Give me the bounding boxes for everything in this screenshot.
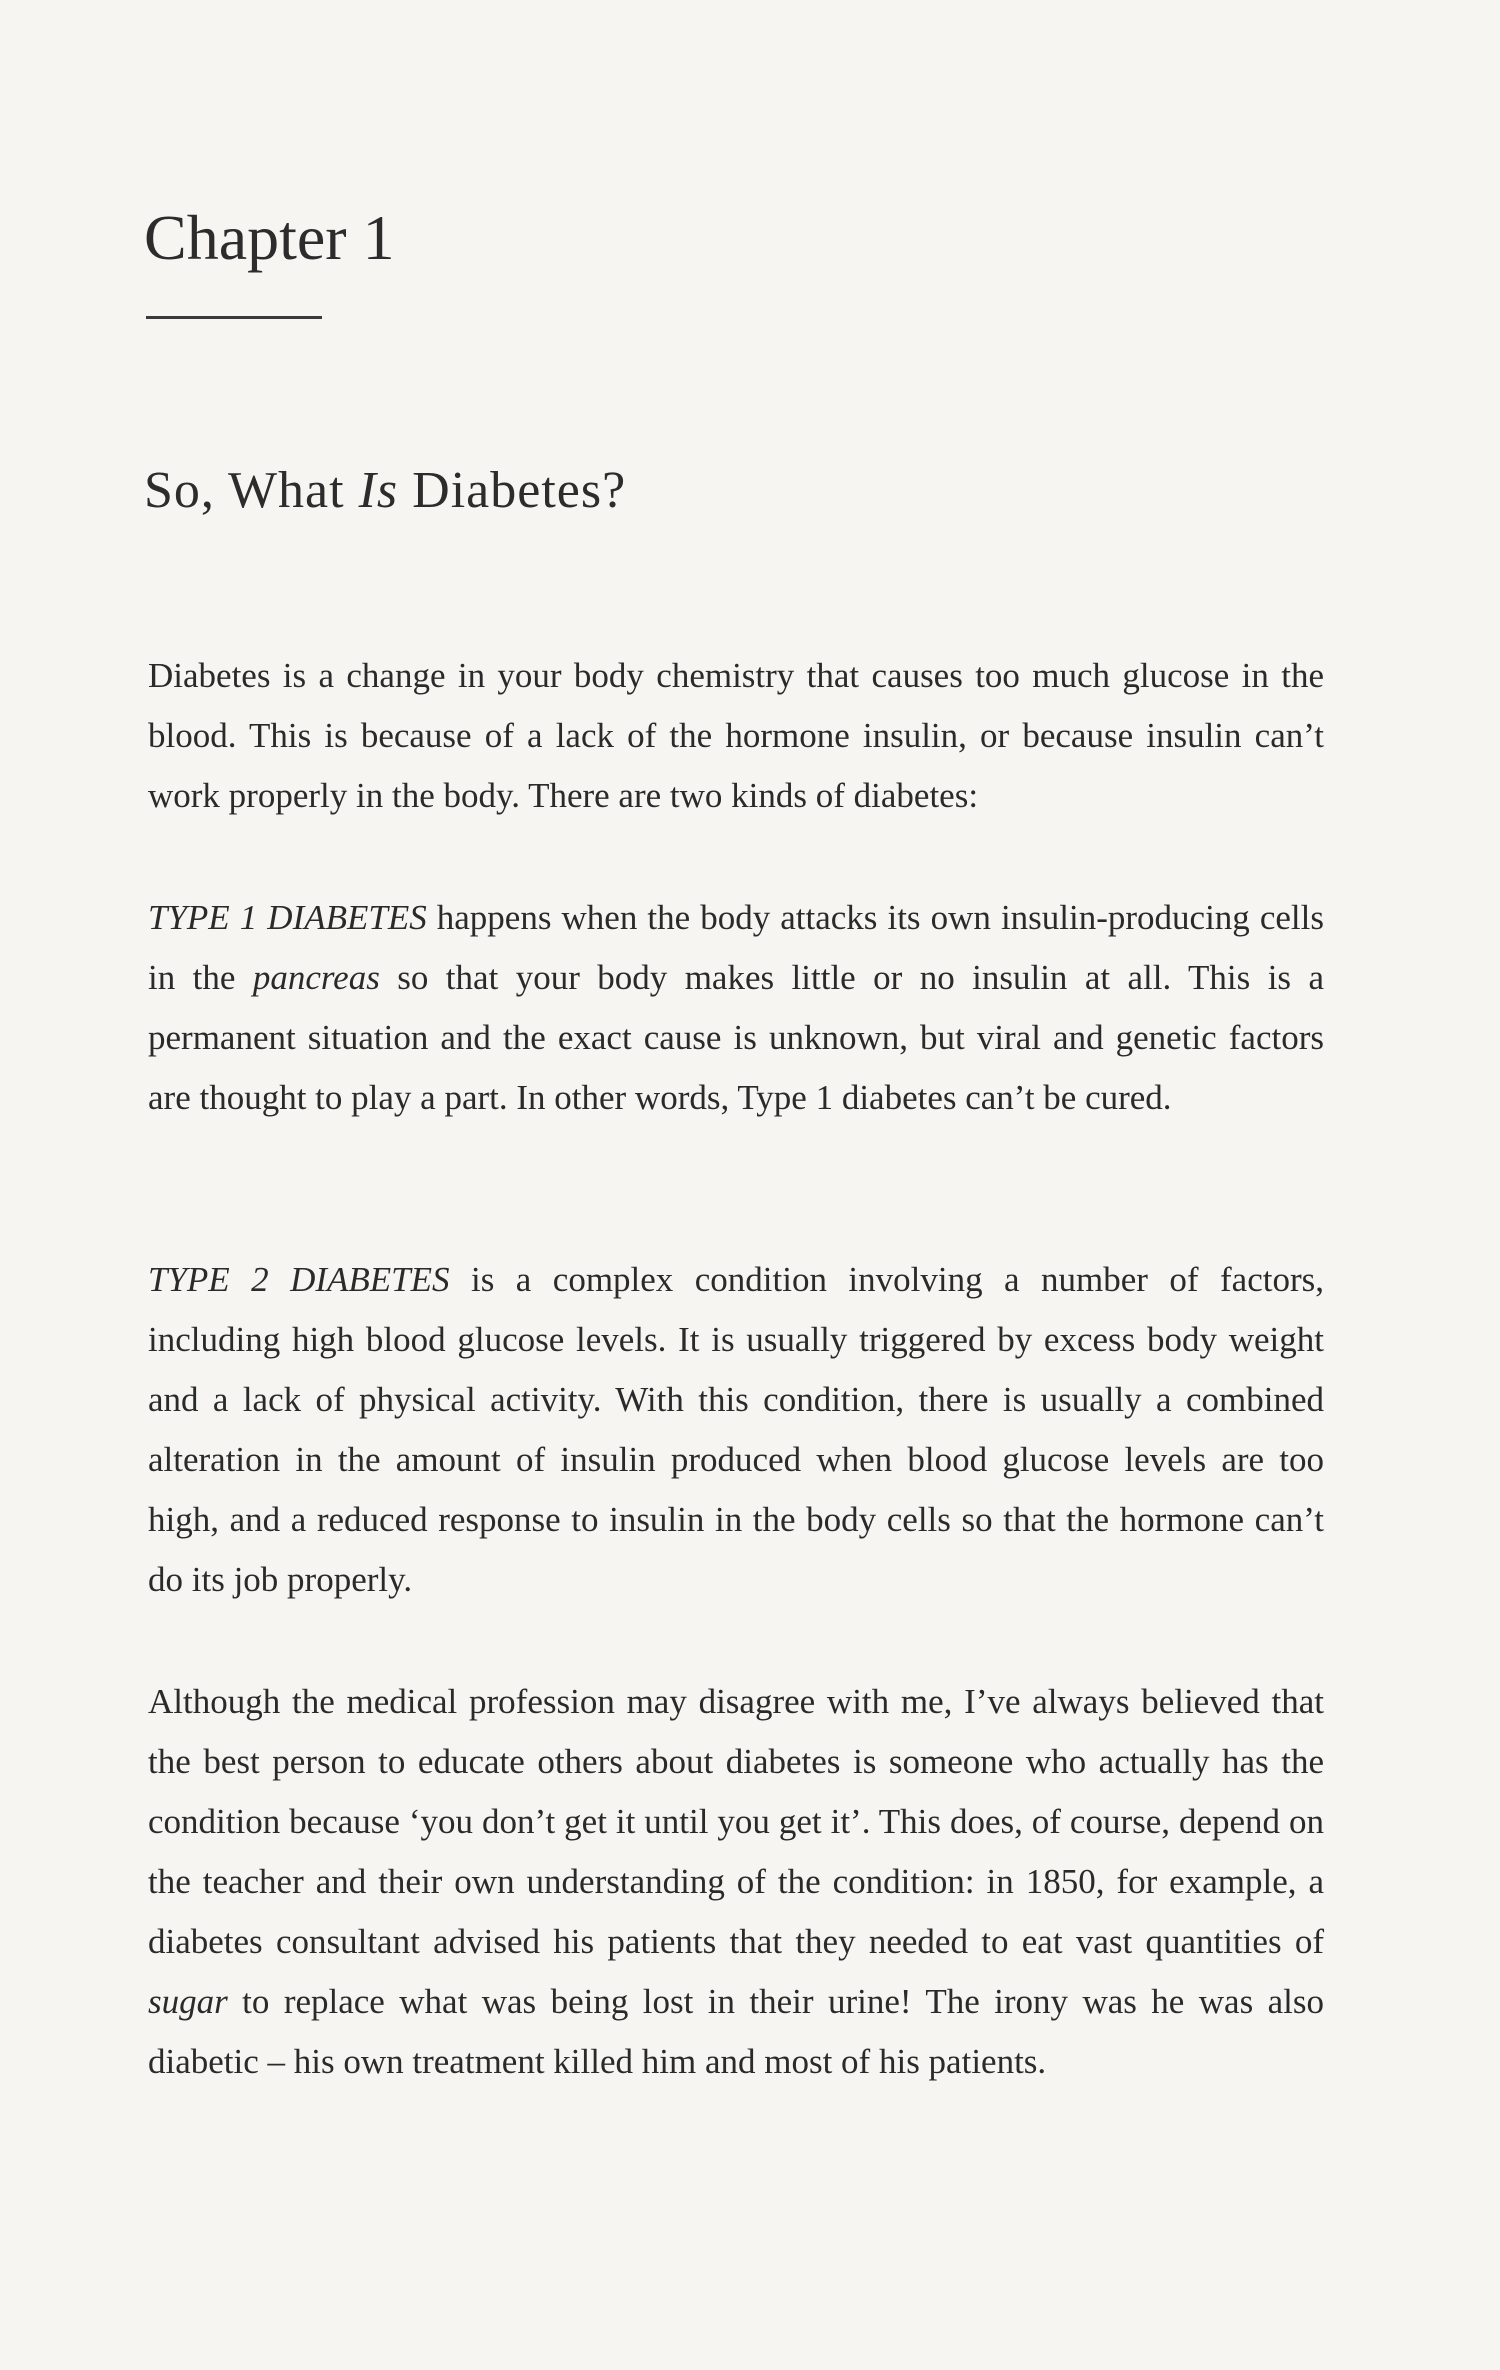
paragraph-anecdote-text-a: Although the medical profession may disagree with me, I’ve always believed that the best person to educate others about diabetes is someone who actually has the condition because ‘you don’t get it until you get it’. This does, of course, depend on the teacher and their own understanding of the condition: in 1850, for example, a diabetes consultant advised his patients that they needed to eat vast quantities of	[148, 1682, 1324, 1961]
paragraph-type1-text-a: happens when the body attacks its own insulin-producing cells in the	[148, 898, 1324, 997]
chapter-label: Chapter 1	[144, 202, 395, 273]
paragraph-anecdote	[148, 1672, 1324, 2092]
paragraph-intro	[148, 646, 1324, 826]
chapter-rule-divider	[146, 316, 322, 319]
chapter-title-italic: Is	[358, 462, 399, 519]
chapter-title-part1: So, What	[144, 462, 359, 519]
paragraph-type1-text-b: so that your body makes little or no insulin at all. This is a permanent situation and the exact cause is unknown, but viral and genetic factors are thought to play a part. In other words, Type 1 diabetes can’t be cured.	[148, 958, 1324, 1117]
paragraph-type2	[148, 1250, 1324, 1610]
paragraph-type1-italic: pancreas	[252, 958, 380, 997]
chapter-title	[144, 456, 626, 526]
chapter-title-part2: Diabetes?	[398, 462, 627, 519]
paragraph-type2-text: is a complex condition involving a number of factors, including high blood glucose levels. It is usually triggered by excess body weight and a lack of physical activity. With this condition, there is usually a combined alteration in the amount of insulin produced when blood glucose levels are too high, and a reduced response to insulin in the body cells so that the hormone can’t do its job properly.	[148, 1260, 1325, 1599]
paragraph-type2-lead: TYPE 2 DIABETES	[148, 1260, 450, 1299]
paragraph-anecdote-italic: sugar	[148, 1982, 228, 2021]
paragraph-anecdote-text-b: to replace what was being lost in their urine! The irony was he was also diabetic – his own treatment killed him and most of his patients.	[148, 1982, 1324, 2081]
paragraph-type1-lead: TYPE 1 DIABETES	[148, 898, 427, 937]
paragraph-type1	[148, 888, 1324, 1128]
paragraph-intro-text: Diabetes is a change in your body chemistry that causes too much glucose in the blood. This is because of a lack of the hormone insulin, or because insulin can’t work properly in the body. There are two kinds of diabetes:	[148, 656, 1324, 815]
